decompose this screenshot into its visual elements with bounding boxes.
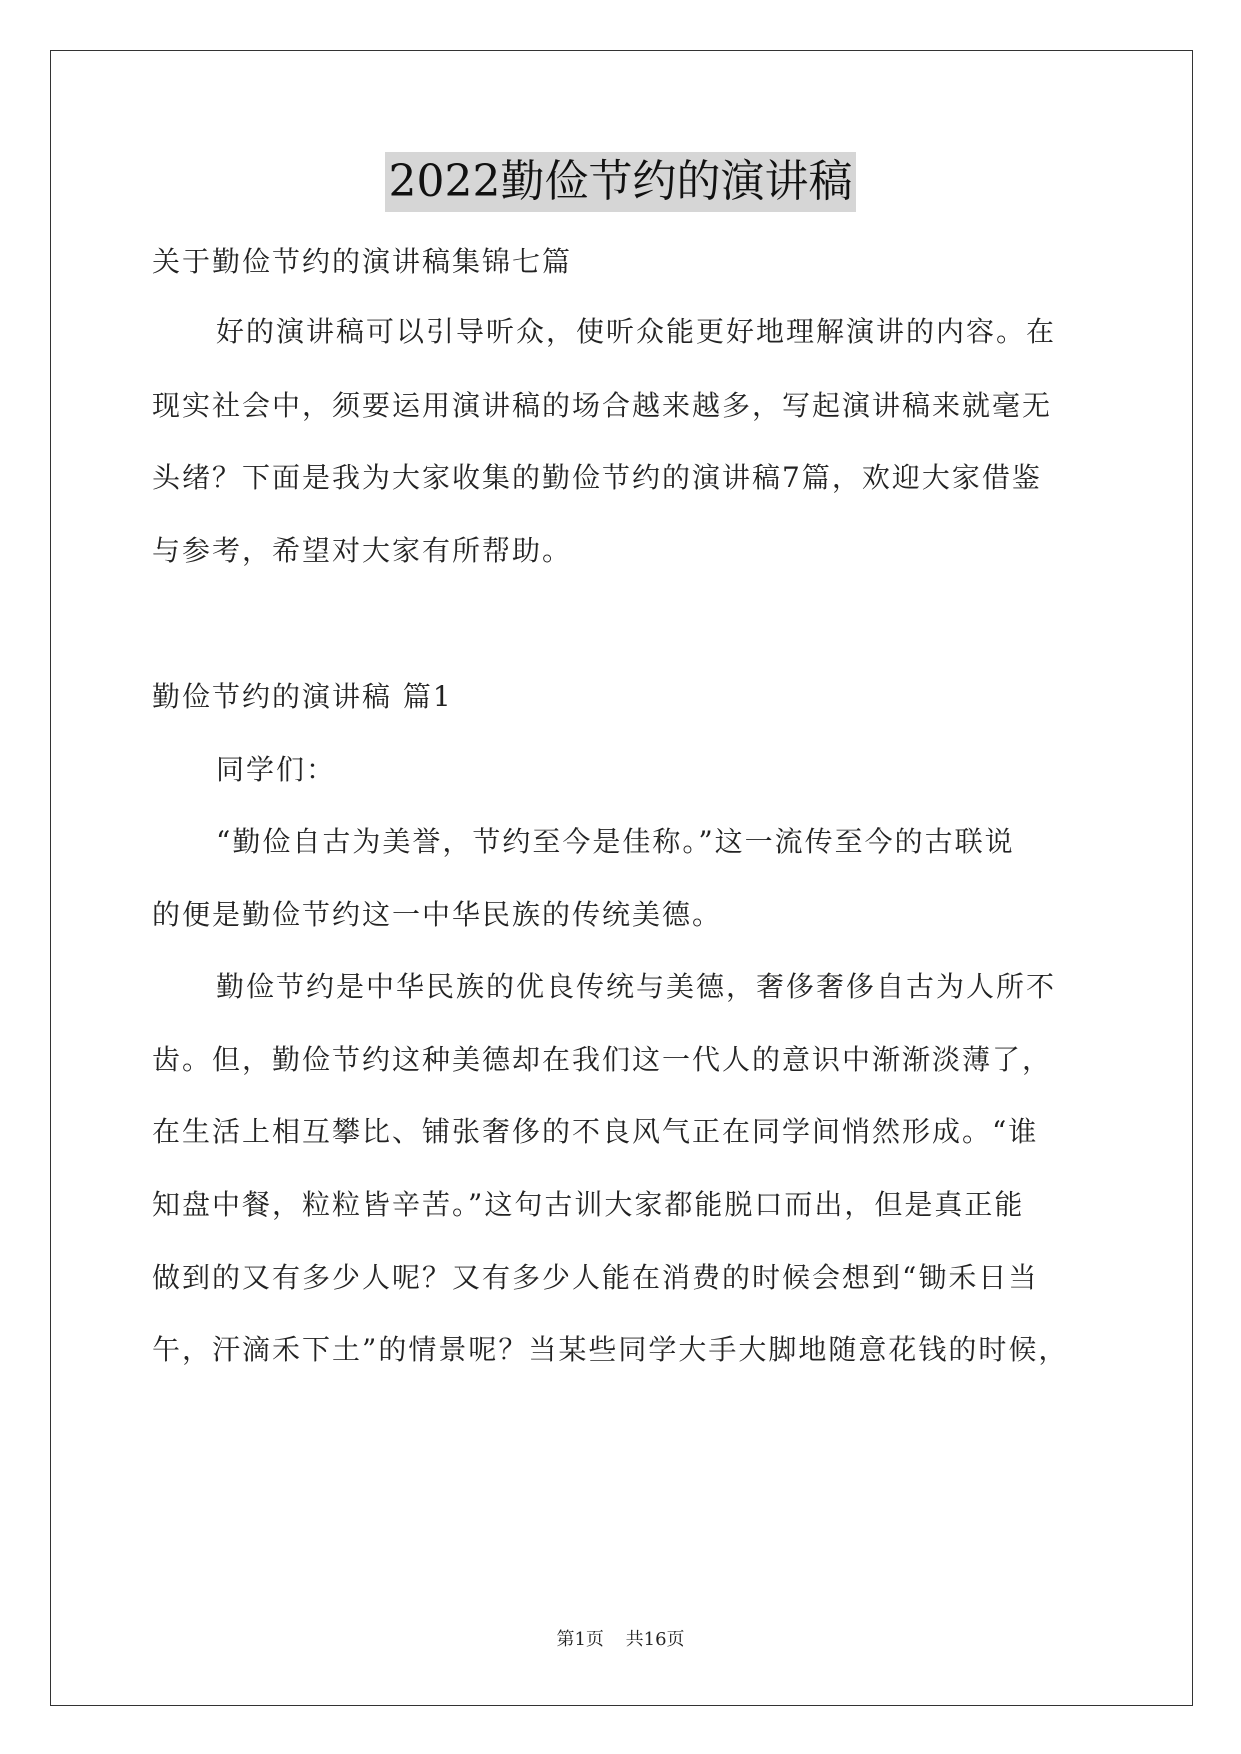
paragraph-line: 午，汗滴禾下土”的情景呢？当某些同学大手大脚地随意花钱的时候，: [152, 1333, 1069, 1366]
paragraph-line: 知盘中餐，粒粒皆辛苦。”这句古训大家都能脱口而出，但是真正能: [152, 1188, 1025, 1221]
paragraph-line: 同学们：: [216, 753, 337, 786]
paragraph-line: 头绪？下面是我为大家收集的勤俭节约的演讲稿7篇，欢迎大家借鉴: [152, 461, 1042, 494]
paragraph-line: 做到的又有多少人呢？又有多少人能在消费的时候会想到“锄禾日当: [152, 1261, 1039, 1294]
section-heading: 勤俭节约的演讲稿 篇1: [152, 680, 453, 713]
document-title: 2022勤俭节约的演讲稿: [385, 152, 857, 212]
page-number: 第1页: [556, 1629, 604, 1650]
paragraph-line: 现实社会中，须要运用演讲稿的场合越来越多，写起演讲稿来就毫无: [152, 389, 1053, 422]
page-border: [50, 50, 1193, 1706]
paragraph-line: 与参考，希望对大家有所帮助。: [152, 534, 573, 567]
paragraph-line: 齿。但，勤俭节约这种美德却在我们这一代人的意识中渐渐淡薄了，: [152, 1043, 1053, 1076]
page-footer: [0, 1628, 1241, 1652]
title-container: [0, 152, 1241, 212]
paragraph-line: 在生活上相互攀比、铺张奢侈的不良风气正在同学间悄然形成。“谁: [152, 1115, 1039, 1148]
paragraph-line: “勤俭自古为美誉，节约至今是佳称。”这一流传至今的古联说: [216, 825, 1015, 858]
document-subtitle: 关于勤俭节约的演讲稿集锦七篇: [152, 245, 573, 278]
page-total: 共16页: [625, 1629, 685, 1650]
paragraph-line: 好的演讲稿可以引导听众，使听众能更好地理解演讲的内容。在: [216, 315, 1057, 348]
paragraph-line: 勤俭节约是中华民族的优良传统与美德，奢侈奢侈自古为人所不: [216, 970, 1057, 1003]
paragraph-line: 的便是勤俭节约这一中华民族的传统美德。: [152, 898, 723, 931]
